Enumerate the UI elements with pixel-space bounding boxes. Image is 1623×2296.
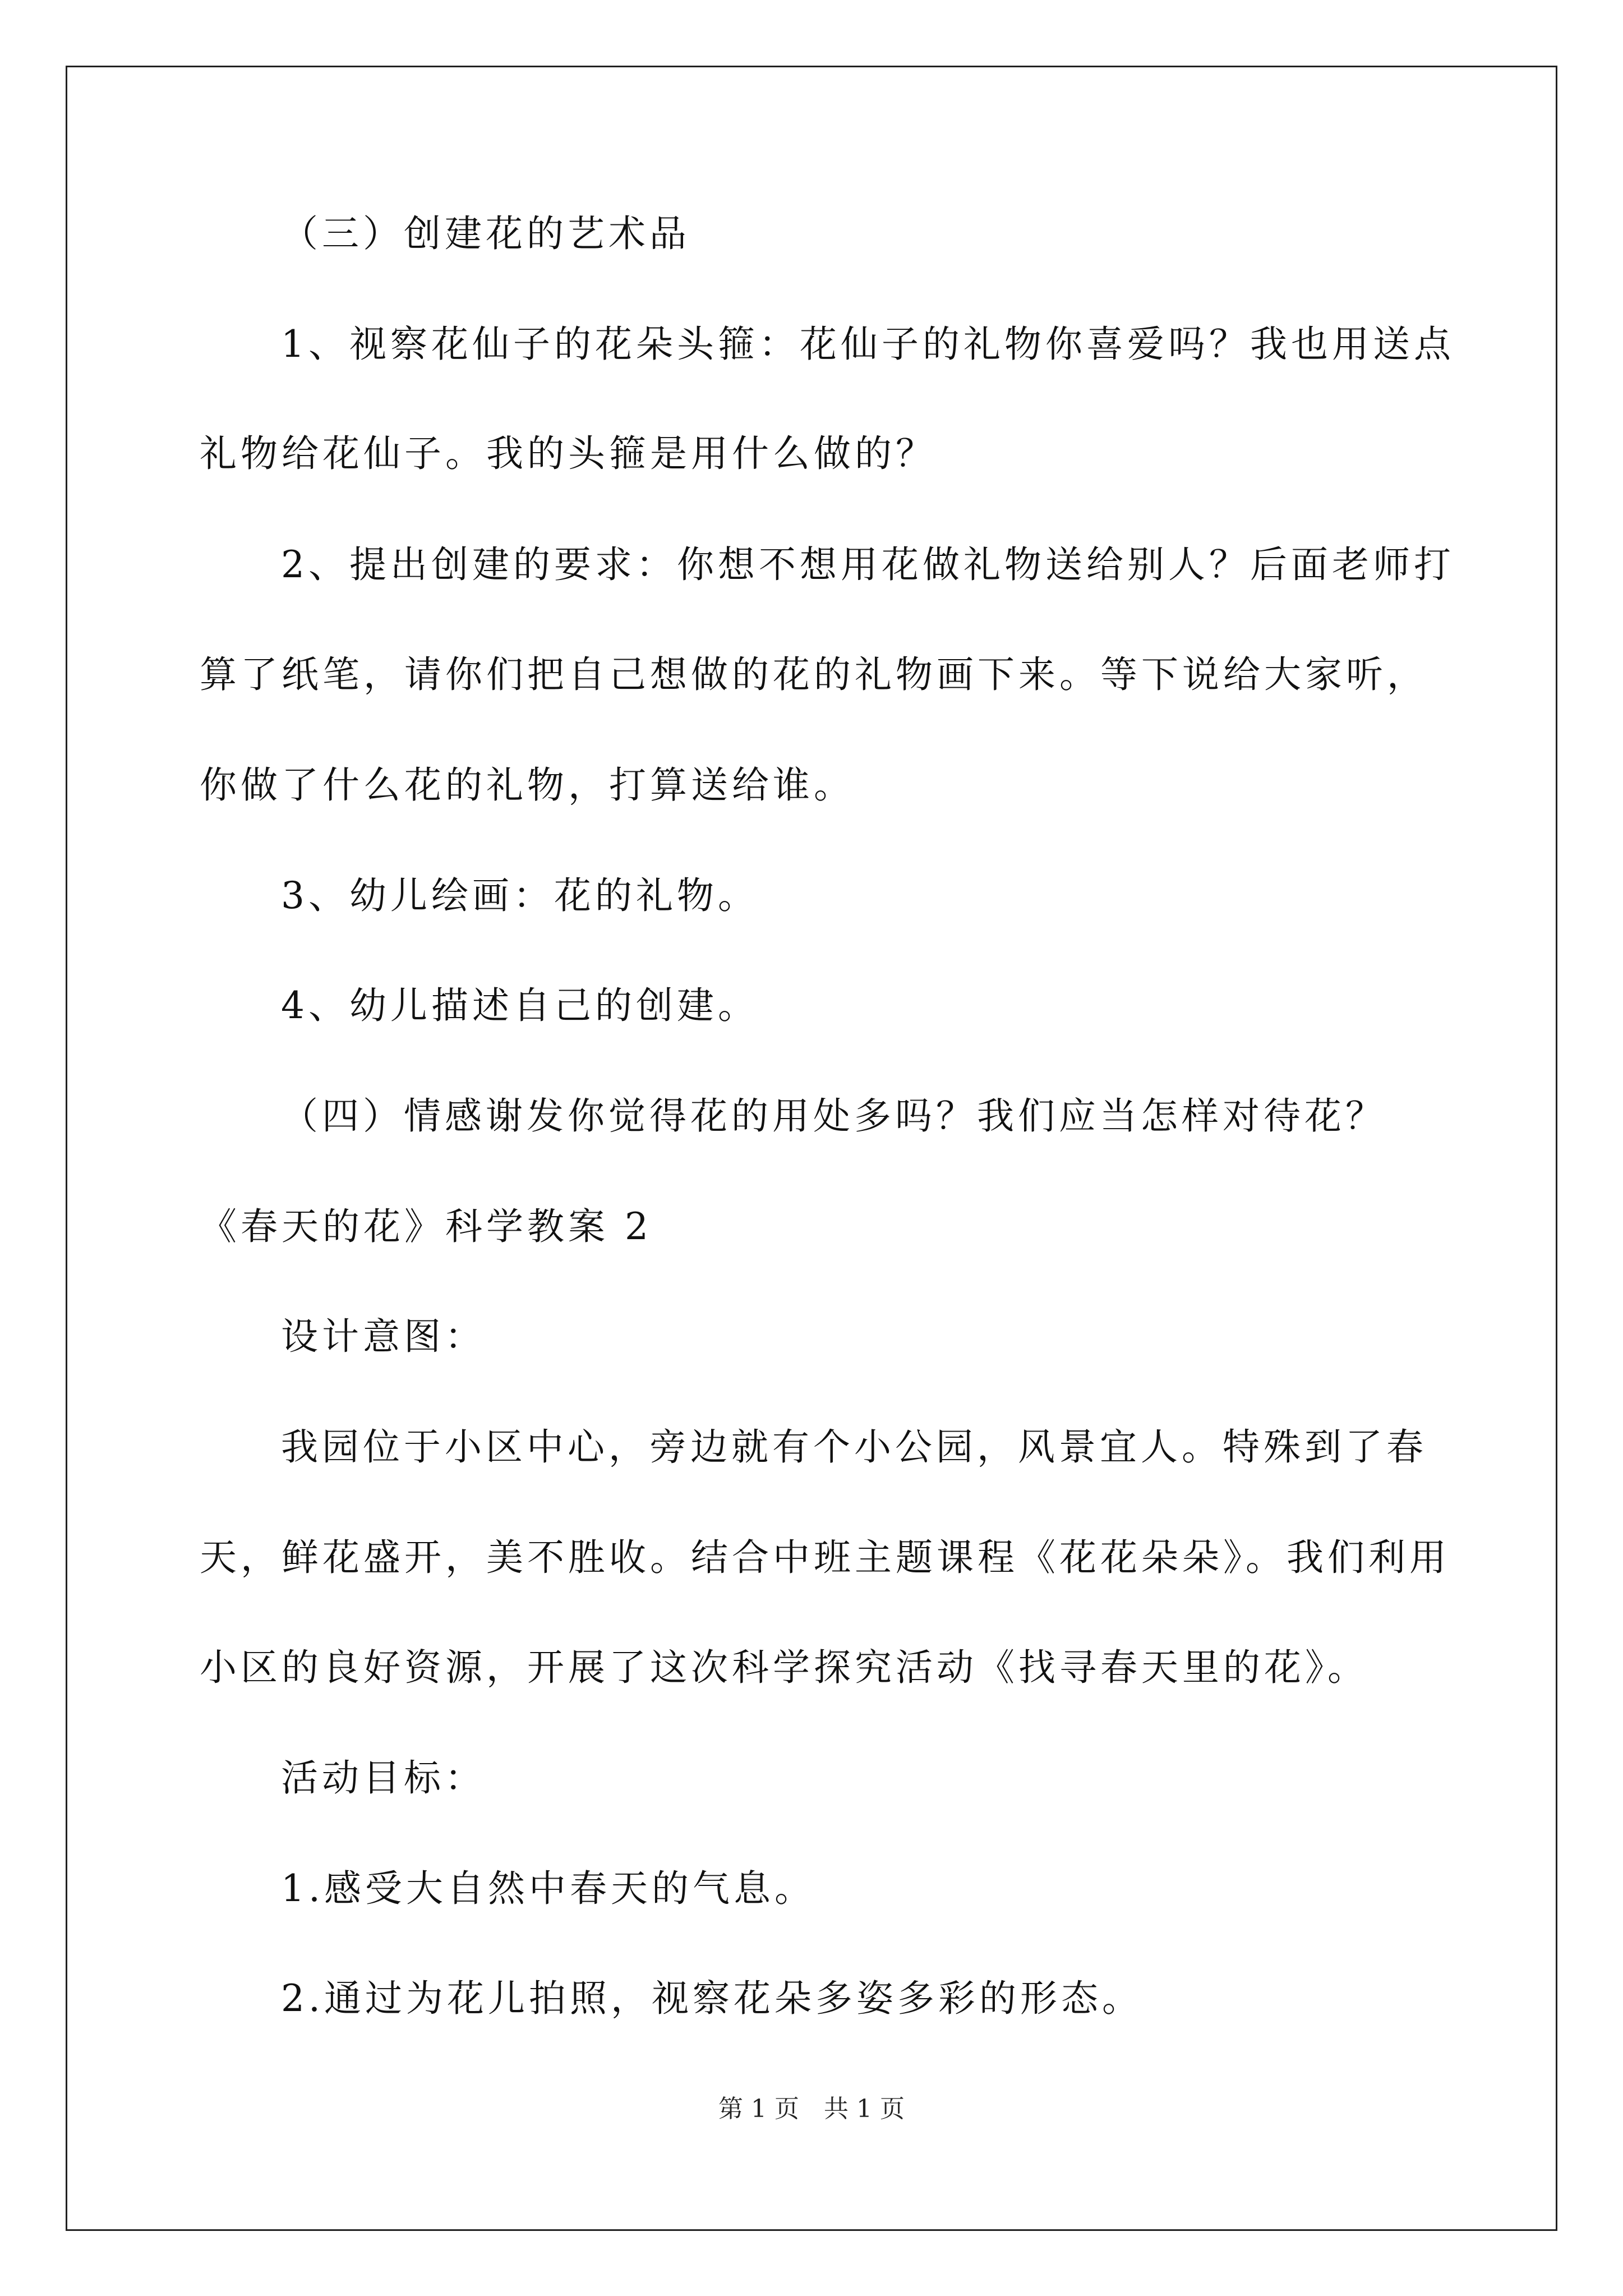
paragraph-line: 3、幼儿绘画：花的礼物。 xyxy=(281,874,759,917)
paragraph-line: 你做了什么花的礼物，打算送给谁。 xyxy=(200,763,855,807)
section-heading-4: （四）情感谢发你觉得花的用处多吗？我们应当怎样对待花？ xyxy=(281,1094,1386,1138)
paragraph-line: 4、幼儿描述自己的创建。 xyxy=(281,984,759,1027)
section-heading-3: （三）创建花的艺术品 xyxy=(281,212,690,255)
list-item: 2.通过为花儿拍照，视察花朵多姿多彩的形态。 xyxy=(281,1977,1143,2020)
lesson-title: 《春天的花》科学教案 2 xyxy=(200,1205,652,1248)
page-footer: 第 1 页 共 1 页 xyxy=(718,2095,905,2123)
paragraph-line: 小区的良好资源，开展了这次科学探究活动《找寻春天里的花》。 xyxy=(200,1646,1368,1689)
paragraph-line: 2、提出创建的要求：你想不想用花做礼物送给别人？后面老师打 xyxy=(281,543,1455,586)
paragraph-line: 礼物给花仙子。我的头箍是用什么做的？ xyxy=(200,432,937,475)
paragraph-line: 1、视察花仙子的花朵头箍：花仙子的礼物你喜爱吗？我也用送点 xyxy=(281,323,1455,366)
paragraph-line: 算了纸笔，请你们把自己想做的花的礼物画下来。等下说给大家听， xyxy=(200,653,1428,696)
subheading-design-intent: 设计意图： xyxy=(281,1315,486,1358)
list-item: 1.感受大自然中春天的气息。 xyxy=(281,1867,815,1910)
paragraph-line: 天，鲜花盛开，美不胜收。结合中班主题课程《花花朵朵》。我们利用 xyxy=(200,1536,1450,1579)
subheading-activity-goals: 活动目标： xyxy=(281,1756,486,1800)
paragraph-line: 我园位于小区中心，旁边就有个小公园，风景宜人。特殊到了春 xyxy=(281,1425,1427,1469)
